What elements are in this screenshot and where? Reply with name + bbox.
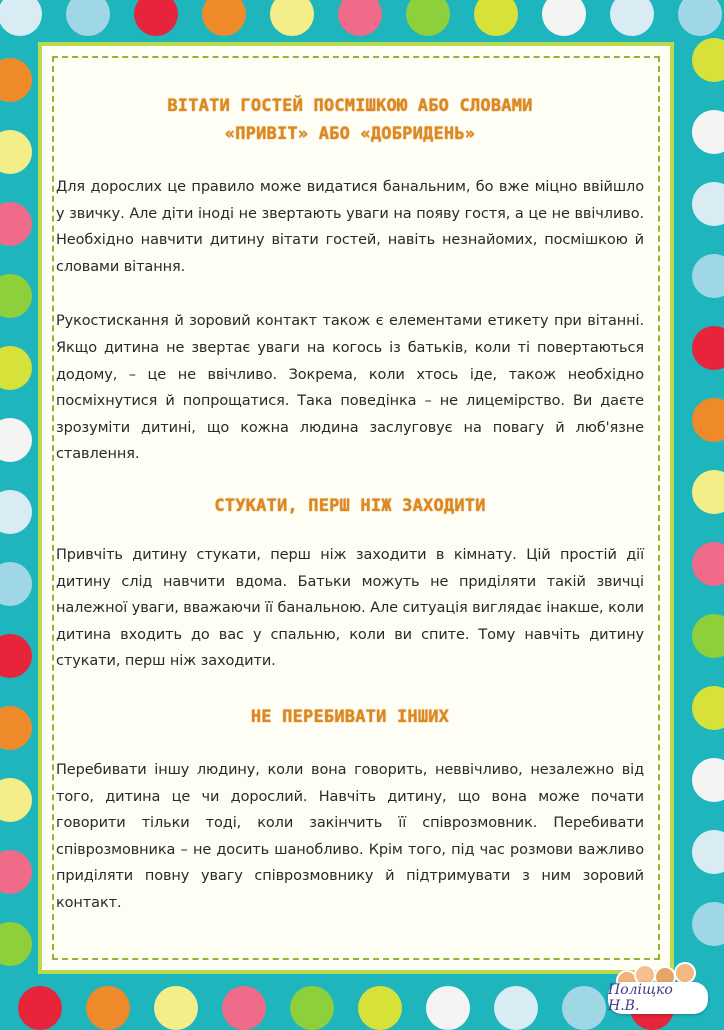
polka-dot [0, 58, 32, 102]
polka-dot [692, 614, 724, 658]
polka-dot [0, 706, 32, 750]
section-1-heading [56, 92, 644, 148]
polka-dot [202, 0, 246, 36]
polka-dot [0, 634, 32, 678]
polka-dot [0, 274, 32, 318]
polka-dot [406, 0, 450, 36]
section-2-paragraph-1: Привчіть дитину стукати, перш ніж заходити в кімнату. Цій простій дії дитину слід навчити вдома. Батьки можуть не приділяти такій звичці належної уваги, вважаючи її банальною. Але ситуація виглядає інакше, коли дитина входить до вас у спальню, коли ви спите. Тому навчіть дитину стукати, перш ніж заходити. [56, 546, 644, 670]
polka-dot [0, 562, 32, 606]
section-3-heading [56, 703, 644, 731]
polka-dot [86, 986, 130, 1030]
polka-dot [0, 778, 32, 822]
polka-dot [0, 850, 32, 894]
polka-dot [222, 986, 266, 1030]
section-1-heading-line-1: ВІТАТИ ГОСТЕЙ ПОСМІШКОЮ АБО СЛОВАМИ [167, 96, 533, 116]
polka-dot [692, 902, 724, 946]
polka-dot [0, 0, 42, 36]
polka-dot [18, 986, 62, 1030]
polka-dot [692, 542, 724, 586]
section-3-heading-line-1: НЕ ПЕРЕБИВАТИ ІНШИХ [250, 706, 450, 727]
polka-dot [678, 0, 722, 36]
polka-dot [0, 202, 32, 246]
polka-dot [692, 758, 724, 802]
section-1-heading-line-2: «ПРИВІТ» АБО «ДОБРИДЕНЬ» [224, 124, 476, 144]
polka-dot [692, 326, 724, 370]
polka-dot [134, 0, 178, 36]
polka-dot [338, 0, 382, 36]
polka-dot [692, 182, 724, 226]
polka-dot [474, 0, 518, 36]
polka-dot [0, 922, 32, 966]
polka-dot [0, 130, 32, 174]
content-area [56, 58, 644, 916]
section-1-paragraph-2: Рукостискання й зоровий контакт також є елементами етикету при вітанні. Якщо дитина не звертає уваги на когось із батьків, коли ті повертаються додому, – це не ввічливо. Зокрема, коли хтось іде, також необхідно посміхнутися й попрощатися. Така поведінка – не лицемірство. Ви даєте зрозуміти дитині, що кожна людина заслуговує на повагу й люб'язне ставлення. [56, 313, 644, 463]
polka-dot [290, 986, 334, 1030]
polka-dot [542, 0, 586, 36]
author-signature: Поліщко Н.В. [608, 982, 708, 1014]
section-2-heading [56, 492, 644, 520]
polka-dot [692, 470, 724, 514]
polka-dot [66, 0, 110, 36]
polka-dot [154, 986, 198, 1030]
polka-dot [270, 0, 314, 36]
polka-dot [358, 986, 402, 1030]
polka-dot [0, 346, 32, 390]
polka-dot [0, 490, 32, 534]
section-1-paragraph-1: Для дорослих це правило може видатися банальним, бо вже міцно ввійшло у звичку. Але діти іноді не звертають уваги на появу гостя, а це не ввічливо. Необхідно навчити дитину вітати гостей, навіть незнайомих, посмішкою й словами вітання. [56, 179, 644, 275]
author-logo [602, 956, 710, 1018]
polka-dot [692, 110, 724, 154]
polka-dot [610, 0, 654, 36]
polka-dot [692, 830, 724, 874]
polka-dot [426, 986, 470, 1030]
child-face-icon [674, 962, 696, 984]
section-2-heading-line-1: СТУКАТИ, ПЕРШ НІЖ ЗАХОДИТИ [214, 495, 486, 516]
polka-dot [692, 38, 724, 82]
polka-dot [692, 686, 724, 730]
polka-dot [0, 418, 32, 462]
polka-dot [692, 254, 724, 298]
section-3-paragraph-1: Перебивати іншу людину, коли вона говорить, неввічливо, незалежно від того, дитина це чи дорослий. Навчіть дитину, що вона може почати говорити тільки тоді, коли закінчить її співрозмовник. Перебивати співрозмовника – не досить шанобливо. Крім того, під час розмови важливо приділяти повну увагу співрозмовнику й підтримувати з ним зоровий контакт. [56, 761, 644, 911]
polka-dot [494, 986, 538, 1030]
polka-dot [562, 986, 606, 1030]
polka-dot [692, 398, 724, 442]
